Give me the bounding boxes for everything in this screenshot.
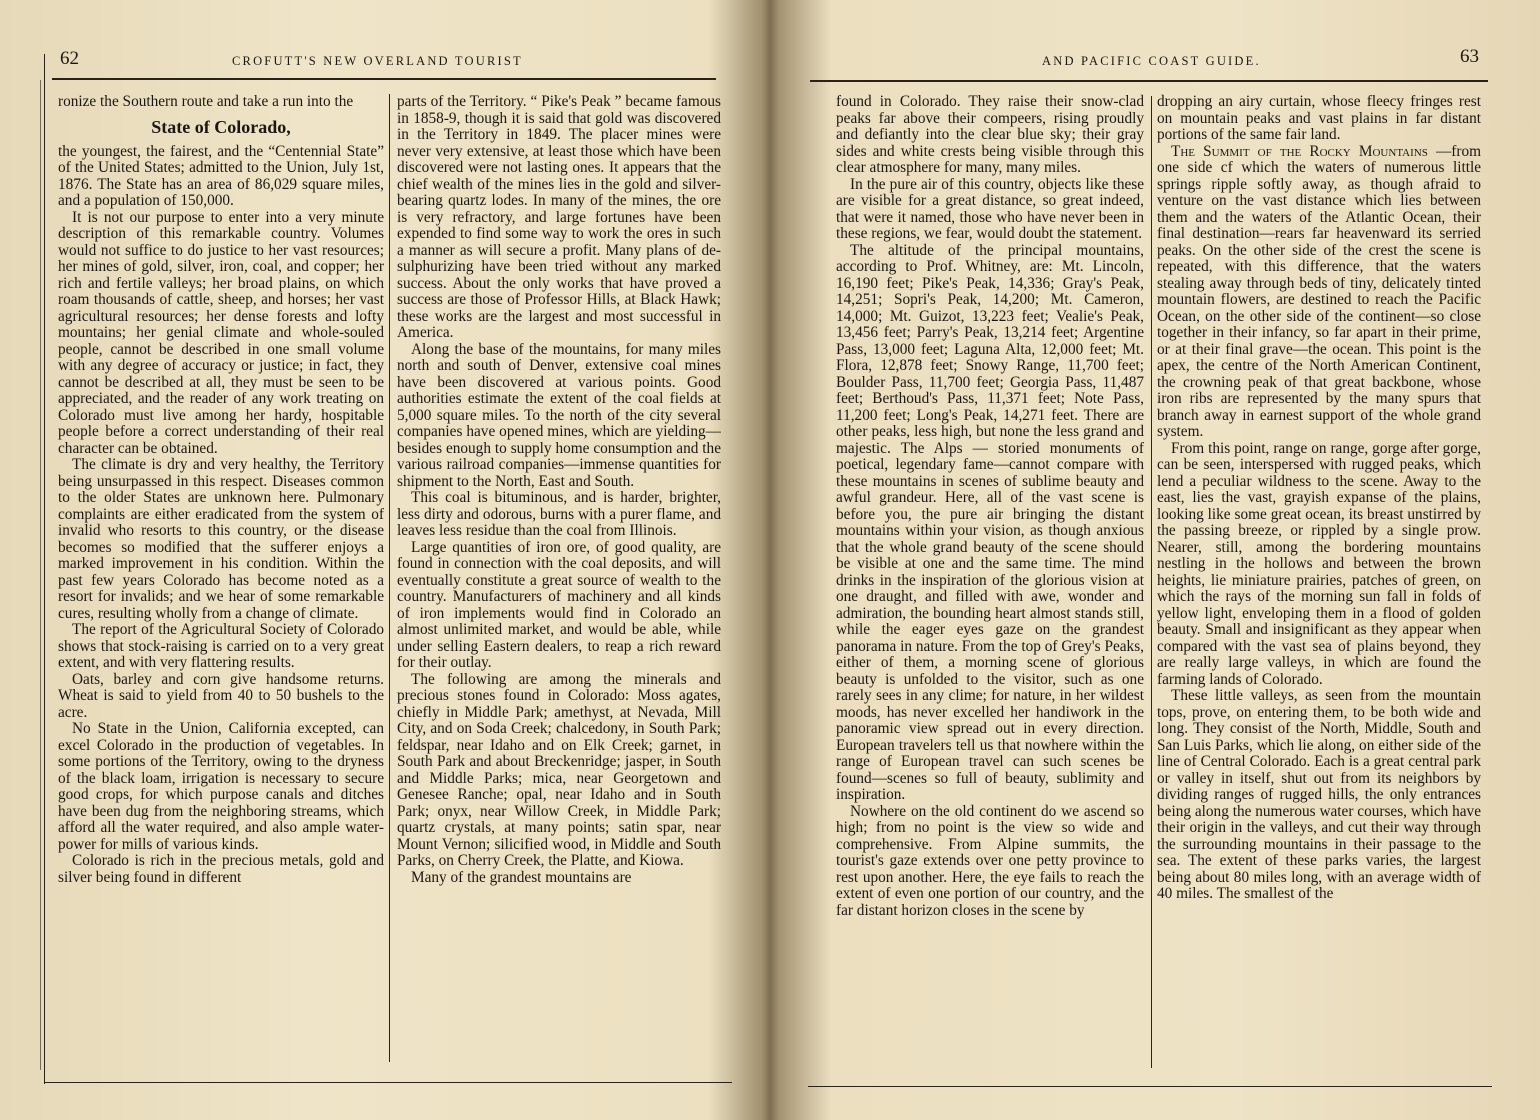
paragraph: Oats, barley and corn give handsome returns. Wheat is said to yield from 40 to 50 bushels to the acre.: [58, 670, 384, 721]
paragraph: The altitude of the principal mountains, according to Prof. Whitney, are: Mt. Lincoln, 16,190 feet; Pike's Peak, 14,336; Gray's Peak, 14,251; Sopri's Peak, 14,200; Mt. Cameron, 14,000; Mt. Guizot, 13,223 feet; Vealie's Peak, 13,456 feet; Parry's Peak, 13,214 feet; Argentine Pass, 13,000 feet; Laguna Alta, 12,000 feet; Mt. Flora, 12,878 feet; Snowy Range, 11,700 feet; Boulder Pass, 11,700 feet; Georgia Pass, 11,487 feet; Berthoud's Pass, 11,371 feet; Note Pass, 11,200 feet; Long's Peak, 14,271 feet. There are other peaks, less high, but none the less grand and majestic. The Alps — storied monuments of poetical, legendary fame—cannot compare with these mountains in scenes of sublime beauty and awful grandeur. Here, all of the vast scene is before you, the pure air bringing the distant mountains within your vision, as though anxious that the whole grand beauty of the scene should be visible at one and the same time. The mind drinks in the inspiration of the glorious vision at one draught, and filled with awe, wonder and admiration, the bounding heart almost stands still, while the eager eyes gaze on the grandest panorama in nature. From the top of Grey's Peaks, either of them, a morning scene of glorious beauty is unfolded to the visitor, such as one rarely sees in any clime; for nature, in her wildest moods, has never excelled her handiwork in the panoramic view spread out in every direction. European travelers tell us that nowhere within the range of European travel can such scenes be found—scenes so full of beauty, sublimity and inspiration.: [836, 241, 1144, 803]
paragraph: ronize the Southern route and take a run into the: [58, 94, 354, 110]
paragraph: From this point, range on range, gorge after gorge, can be seen, interspersed with rugged peaks, which lend a peculiar wildness to the scene. Away to the east, lies the vast, grayish expanse of the plains, looking like some great ocean, its breast unstirred by the passing breeze, or rippled by a single prow. Nearer, still, among the bordering mountains nestling in the hollows and between the brown heights, lie miniature prairies, patches of green, on which the rays of the morning sun fall in folds of yellow light, enveloping them in a flood of golden beauty. Small and insignificant as they appear when compared with the vast sea of plains beyond, they are really large valleys, in which are found the farming lands of Colorado.: [1157, 439, 1481, 688]
paragraph: Colorado is rich in the precious metals, gold and silver being found in different: [58, 852, 384, 886]
right-page: [770, 0, 1540, 1120]
page-number: 62: [60, 48, 79, 69]
small-caps-lead: The Summit of the Rocky Mountains: [1171, 142, 1428, 160]
paragraph: found in Colorado. They raise their snow-clad peaks far above their compeers, rising proudly and defiantly into the clear blue sky; their gray sides and white crests being visible through this clear atmosphere for many, many miles.: [836, 94, 1144, 176]
page-number: 63: [1460, 46, 1479, 67]
paragraph: Along the base of the mountains, for many miles north and south of Denver, extensive coal mines have been discovered at various points. Good authorities estimate the extent of the coal fields at 5,000 square miles. To the north of the city several companies have opened mines, which are yielding—besides enough to supply home consumption and the various railroad companies—immense quantities for shipment to the North, East and South.: [397, 340, 721, 490]
paragraph: It is not our purpose to enter into a very minute description of this remarkable country. Volumes would not suffice to do justice to her vast resources; her mines of gold, silver, iron, coal, and copper; her rich and fertile valleys; her broad plains, on which roam thousands of cattle, sheep, and horses; her vast agricultural resources; her dense forests and lofty mountains; her genial climate and whole-souled people, cannot be described in one small volume with any degree of accuracy or justice; in fact, they cannot be described at all, they must be seen to be appreciated, and the reader of any work treating on Colorado must live among her hardy, hospitable people before a correct understanding of their real character can be obtained.: [58, 208, 384, 457]
paragraph: Nowhere on the old continent do we ascend so high; from no point is the view so wide and comprehensive. From Alpine summits, the tourist's gaze extends over one petty province to rest upon another. Here, the eye fails to reach the extent of even one portion of our country, and the far distant horizon closes in the scene by: [836, 802, 1144, 919]
paragraph: the youngest, the fairest, and the “Centennial State” of the United States; admitted to the Union, July 1st, 1876. The State has an area of 86,029 square miles, and a population of 150,000.: [58, 142, 384, 209]
paragraph-text: —from one side cf which the waters of numerous little springs ripple softly away, as though afraid to venture on the vast distance which lies between them and the waters of the Atlantic Ocean, their final destination—rears far heavenward its serried peaks. On the other side of the crest the scene is repeated, with this difference, that the waters stealing away through beds of tiny, delicately tinted mountain flowers, are destined to reach the Pacific Ocean, on the other side of the continent—so close together in their infancy, so far apart in their prime, or at their final grave—the ocean. This point is the apex, the centre of the North American Continent, the crowning peak of that great backbone, whose iron ribs are represented by the many spurs that branch away in earnest support of the whole grand system.: [1157, 142, 1481, 440]
paragraph: [1157, 144, 1481, 441]
paragraph: The report of the Agricultural Society of Colorado shows that stock-raising is carried on to a very great extent, and with very flattering results.: [58, 621, 384, 671]
paragraph: These little valleys, as seen from the mountain tops, prove, on entering them, to be both wide and long. They consist of the North, Middle, South and San Luis Parks, which lie along, on either side of the line of Central Colorado. Each is a great central park or valley in itself, shut out from its neighbors by dividing ranges of rugged hills, the only entrances being along the numerous water courses, which have their origin in the valleys, and cut their way through the surrounding mountains in their passage to the sea. The extent of these parks varies, the largest being about 80 miles long, with an average width of 40 miles. The smallest of the: [1157, 687, 1481, 902]
right-column-2: [1157, 94, 1481, 1066]
left-column-2: [397, 94, 721, 1062]
header-rule: [52, 78, 716, 80]
paragraph: The climate is dry and very healthy, the Territory being unsurpassed in this respect. Diseases common to the older States are unknown here. Pulmonary complaints are either eradicated from the system of invalid who resorts to this country, or the disease becomes so modified that the sufferer enjoys a marked improvement in his condition. Within the past few years Colorado has become noted as a resort for invalids; and we hear of some remarkable cures, resulting wholly from a change of climate.: [58, 456, 384, 622]
paragraph: In the pure air of this country, objects like these are visible for a great distance, so great indeed, that were it named, those who have never been in these regions, we fear, would doubt the statement.: [836, 175, 1144, 242]
footer-rule: [808, 1086, 1492, 1087]
section-heading: State of Colorado,: [151, 116, 291, 137]
right-column-1: [836, 94, 1144, 1066]
running-title: AND PACIFIC COAST GUIDE.: [1042, 54, 1261, 68]
page-edge-rule: [44, 54, 45, 1084]
column-divider: [1151, 96, 1152, 1068]
right-running-header: [770, 48, 1540, 78]
paragraph: parts of the Territory. “ Pike's Peak ” became famous in 1858-9, though it is said that gold was discovered in the Territory in 1849. The placer mines were never very extensive, at least those which have been discovered were not lasting ones. It appears that the chief wealth of the mines lies in the gold and silver-bearing quartz lodes. In many of the mines, the ore is very refractory, and large fortunes have been expended to find some way to work the ores in such a manner as will secure a profit. Many plans of de-sulphurizing have been tried without any marked success. About the only works that have proved a success are those of Professor Hills, at Black Hawk; these works are the largest and most successful in America.: [397, 94, 721, 341]
left-running-header: [0, 48, 770, 78]
page-edge-rule: [40, 80, 41, 1070]
paragraph: The following are among the minerals and precious stones found in Colorado: Moss agates, chiefly in Middle Park; amethyst, at Nevada, Mill City, and on Soda Creek; chalcedony, in South Park; feldspar, near Idaho and on Elk Creek; garnet, in South Park and about Breckenridge; jasper, in South and Middle Parks; mica, near Georgetown and Genesee Ranche; opal, near Idaho and in South Park; onyx, near Willow Creek, in Middle Park; quartz crystals, at many points; satin spar, near Mount Vernon; silicified wood, in Middle and South Parks, on Cherry Creek, the Platte, and Kiowa.: [397, 670, 721, 869]
running-title: CROFUTT'S NEW OVERLAND TOURIST: [232, 54, 523, 68]
paragraph: No State in the Union, California excepted, can excel Colorado in the production of vegetables. In some portions of the Territory, owing to the dryness of the black loam, irrigation is necessary to secure good crops, for which purpose canals and ditches have been dug from the neighboring streams, which afford all the water required, and also ample water-power for mills of various kinds.: [58, 720, 384, 853]
paragraph: This coal is bituminous, and is harder, brighter, less dirty and odorous, burns with a purer flame, and leaves less residue than the coal from Illinois.: [397, 489, 721, 539]
header-rule: [810, 80, 1488, 82]
left-column-1: [58, 94, 384, 1062]
footer-rule: [44, 1082, 732, 1083]
paragraph: dropping an airy curtain, whose fleecy fringes rest on mountain peaks and vast plains in far distant portions of the same fair land.: [1157, 94, 1481, 143]
paragraph: Many of the grandest mountains are: [411, 868, 632, 886]
paragraph: Large quantities of iron ore, of good quality, are found in connection with the coal deposits, and will eventually constitute a great source of wealth to the country. Manufacturers of machinery and all kinds of iron implements would find in Colorado an almost unlimited market, and would be able, while under selling Eastern dealers, to reap a rich reward for their outlay.: [397, 538, 721, 671]
column-divider: [389, 94, 390, 1062]
